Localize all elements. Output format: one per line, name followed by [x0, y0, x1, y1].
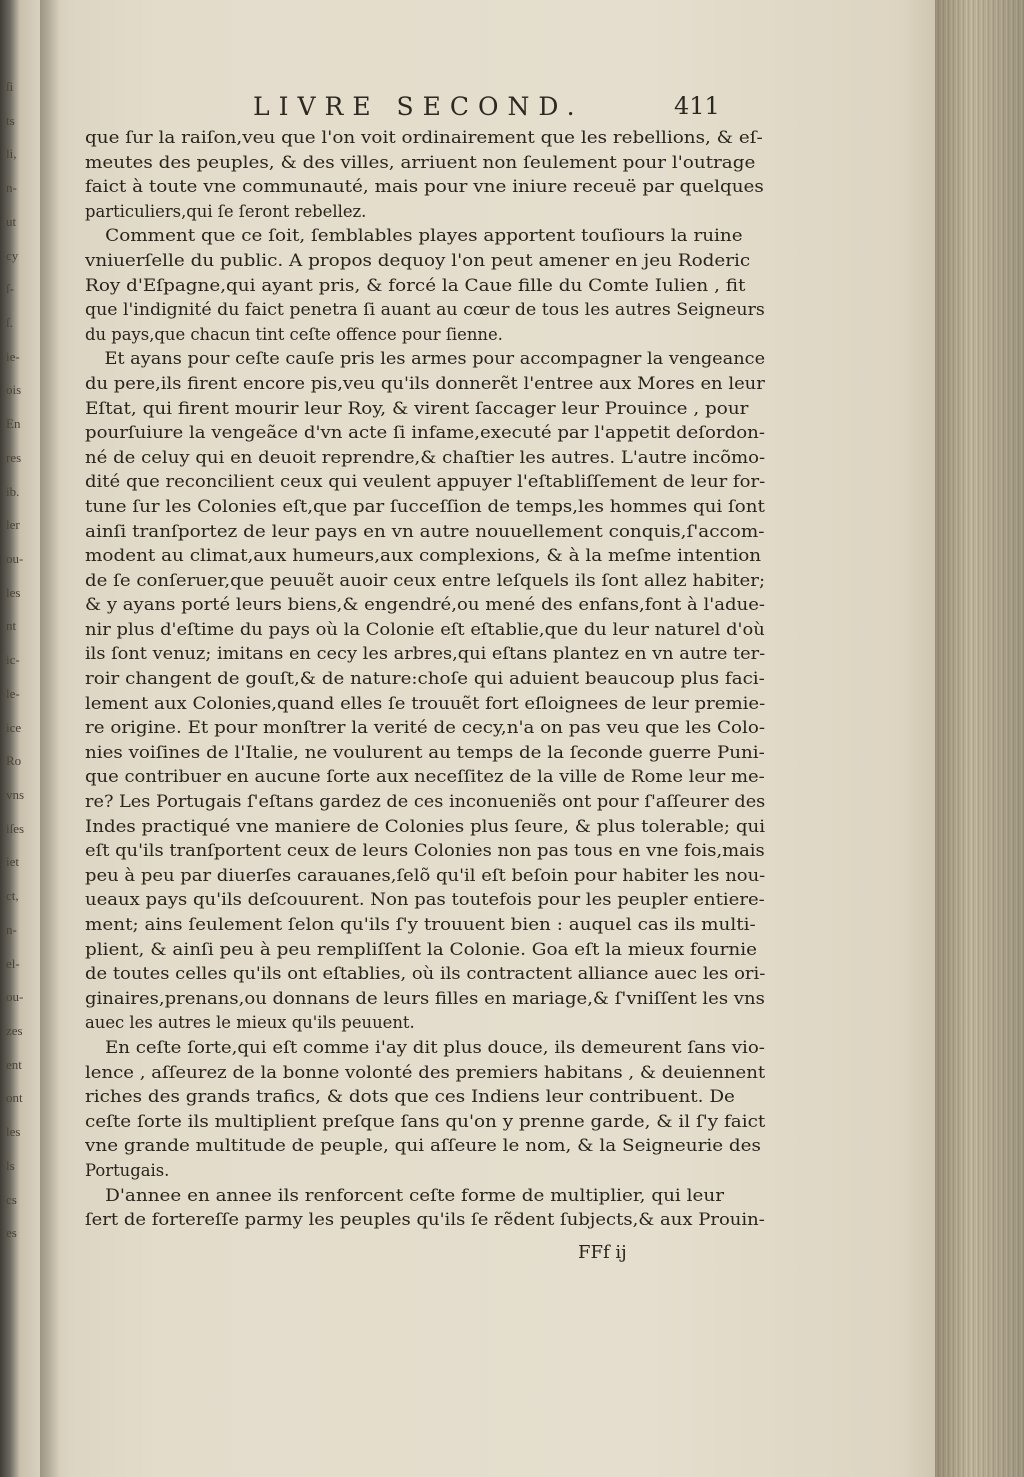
text-line: ginaires,prenans,ou donnans de leurs filles en mariage,& ſ'vniſſent les vns	[85, 988, 765, 1008]
text-line: riches des grands trafics, & dots que ces Indiens leur contribuent. De	[85, 1087, 735, 1107]
text-line: vne grande multitude de peuple, qui aſſeure le nom, & la Seigneurie des	[85, 1136, 761, 1156]
text-line: Roy d'Eſpagne,qui ayant pris, & forcé la Caue fille du Comte Iulien , fit	[85, 275, 746, 295]
margin-fragment: li,	[6, 146, 17, 161]
margin-fragment: zes	[6, 1023, 23, 1038]
margin-fragment: ois	[6, 382, 22, 397]
margin-fragment: ent	[6, 1057, 22, 1072]
text-line: plient, & ainſi peu à peu rempliſſent la Colonie. Goa eſt la mieux fournie	[85, 939, 757, 959]
text-line: Comment que ce ſoit, ſemblables playes apportent touſiours la ruine	[105, 226, 743, 246]
margin-fragment: cs	[6, 1192, 17, 1207]
text-line: particuliers,qui ſe ſeront rebellez.	[85, 201, 367, 221]
text-line: re origine. Et pour monſtrer la verité de cecy,n'a on pas veu que les Colo-	[85, 718, 765, 738]
text-line: que ſur la raiſon,veu que l'on voit ordinairement que les rebellions, & eſ-	[85, 128, 763, 147]
margin-fragment: ib.	[6, 484, 20, 499]
text-line: pourſuiure la vengeãce d'vn acte ſi infame,executé par l'appetit deſordon-	[85, 423, 765, 443]
running-head: LIVRE SECOND.	[253, 92, 584, 121]
text-line: dité que reconcilient ceux qui veulent appuyer l'eſtabliſſement de leur for-	[85, 472, 766, 492]
margin-fragment: iet	[6, 854, 19, 869]
margin-fragment: ls	[6, 1158, 15, 1173]
text-line: ils ſont venuz; imitans en cecy les arbres,qui eſtans plantez en vn autre ter-	[85, 644, 766, 664]
margin-fragment: res	[6, 450, 22, 465]
margin-fragment: cy	[6, 248, 19, 263]
page-edges-shade	[935, 0, 1024, 1477]
text-line: D'annee en annee ils renforcent ceſte forme de multiplier, qui leur	[105, 1185, 724, 1205]
text-line: ceſte ſorte ils multiplient preſque ſans qu'on y prenne garde, & il ſ'y faict	[85, 1111, 766, 1131]
page-text	[85, 126, 765, 1233]
margin-fragment: es	[6, 1225, 17, 1240]
margin-fragment: les	[6, 585, 21, 600]
text-line: auec les autres le mieux qu'ils peuuent.	[85, 1013, 415, 1033]
facing-page-margin	[6, 80, 42, 1260]
text-line: eſt qu'ils tranſportent ceux de leurs Colonies non pas tous en vne fois,mais	[85, 841, 765, 861]
text-line: ſert de fortereſſe parmy les peuples qu'ils ſe rẽdent ſubjects,& aux Prouin-	[85, 1210, 765, 1230]
text-line: né de celuy qui en deuoit reprendre,& chaſtier les autres. L'autre incõmo-	[85, 447, 766, 467]
margin-fragment: le-	[6, 686, 20, 701]
margin-fragment: vns	[6, 787, 25, 802]
text-line: de ſe conſeruer,que peuuẽt auoir ceux entre leſquels ils ſont allez habiter;	[85, 570, 766, 590]
text-line: lence , aſſeurez de la bonne volonté des premiers habitans , & deuiennent	[85, 1062, 766, 1082]
margin-fragment: nt	[6, 618, 17, 633]
signature-mark: FFf ij	[578, 1242, 627, 1263]
text-line: Indes practiqué vne maniere de Colonies plus ſeure, & plus tolerable; qui	[85, 816, 766, 836]
text-line: modent au climat,aux humeurs,aux complexions, & à la meſme intention	[85, 546, 762, 566]
margin-fragment: ct,	[6, 888, 19, 903]
text-line: & y ayans porté leurs biens,& engendré,ou mené des enfans,font à l'adue-	[85, 595, 766, 615]
margin-fragment: Ro	[6, 753, 22, 768]
gutter-shadow	[40, 0, 60, 1477]
text-line: roir changent de gouſt,& de nature:choſe qui aduient beaucoup plus faci-	[85, 669, 765, 689]
margin-fragment: ts	[6, 113, 15, 128]
text-line: peu à peu par diuerſes carauanes,ſelõ qu'il eſt beſoin pour habiter les nou-	[85, 865, 766, 885]
text-line: meutes des peuples, & des villes, arriuent non ſeulement pour l'outrage	[85, 152, 756, 172]
margin-fragment: ou-	[6, 989, 24, 1004]
text-line: nies voiſines de l'Italie, ne voulurent au temps de la ſeconde guerre Puni-	[85, 742, 765, 762]
margin-fragment: ice	[6, 720, 22, 735]
text-line: que contribuer en aucune ſorte aux neceſſitez de la ville de Rome leur me-	[85, 767, 765, 787]
text-line: Portugais.	[85, 1160, 170, 1180]
text-line: re? Les Portugais ſ'eſtans gardez de ces inconueniẽs ont pour ſ'aſſeurer des	[85, 792, 766, 812]
margin-fragment: n-	[6, 180, 17, 195]
text-line: lement aux Colonies,quand elles ſe trouuẽt fort eſloignees de leur premie-	[85, 693, 766, 713]
margin-fragment: les	[6, 1124, 21, 1139]
margin-fragment: ou-	[6, 551, 24, 566]
margin-fragment: ſ-	[6, 281, 14, 296]
text-line: que l'indignité du faict penetra ſi auant au cœur de tous les autres Seigneurs	[85, 300, 765, 320]
text-line: Et ayans pour ceſte cauſe pris les armes pour accompagner la vengeance	[104, 349, 766, 369]
margin-fragment: n-	[6, 922, 17, 937]
text-line: Eſtat, qui firent mourir leur Roy, & virent ſaccager leur Prouince , pour	[85, 398, 749, 418]
margin-fragment: ler	[6, 517, 20, 532]
margin-fragment: ie-	[6, 349, 20, 364]
margin-fragment: En	[6, 416, 21, 431]
page-number: 411	[674, 92, 720, 120]
text-line: ainſi tranſportez de leur pays en vn autre nouuellement conquis,ſ'accom-	[85, 521, 765, 541]
margin-fragment: ic-	[6, 652, 20, 667]
text-line: tune ſur les Colonies eſt,que par ſucceſſion de temps,les hommes qui ſont	[85, 496, 765, 516]
text-line: nir plus d'eſtime du pays où la Colonie eſt eſtablie,que du leur naturel d'où	[85, 619, 765, 639]
margin-fragment: ſi	[6, 79, 14, 94]
text-line: En ceſte ſorte,qui eſt comme i'ay dit plus douce, ils demeurent ſans vio-	[104, 1037, 765, 1057]
text-line: faict à toute vne communauté, mais pour vne iniure receuë par quelques	[85, 177, 764, 197]
text-line: de toutes celles qu'ils ont eſtablies, où ils contractent alliance auec les ori-	[85, 964, 766, 984]
margin-fragment: ont	[6, 1090, 23, 1105]
text-line: ment; ains ſeulement ſelon qu'ils ſ'y trouuent bien : auquel cas ils multi-	[85, 915, 756, 934]
text-line: ueaux pays qu'ils deſcouurent. Non pas toutefois pour les peupler entiere-	[85, 890, 765, 910]
text-line: du pere,ils firent encore pis,veu qu'ils donnerẽt l'entree aux Mores en leur	[85, 373, 765, 393]
margin-fragment: iſes	[6, 821, 25, 836]
text-line: du pays,que chacun tint ceſte offence pour ſienne.	[85, 324, 503, 344]
margin-fragment: ut	[6, 214, 17, 229]
text-line: vniuerſelle du public. A propos dequoy l'on peut amener en jeu Roderic	[85, 250, 751, 270]
margin-fragment: ſ.	[6, 315, 13, 330]
margin-fragment: el-	[6, 956, 20, 971]
